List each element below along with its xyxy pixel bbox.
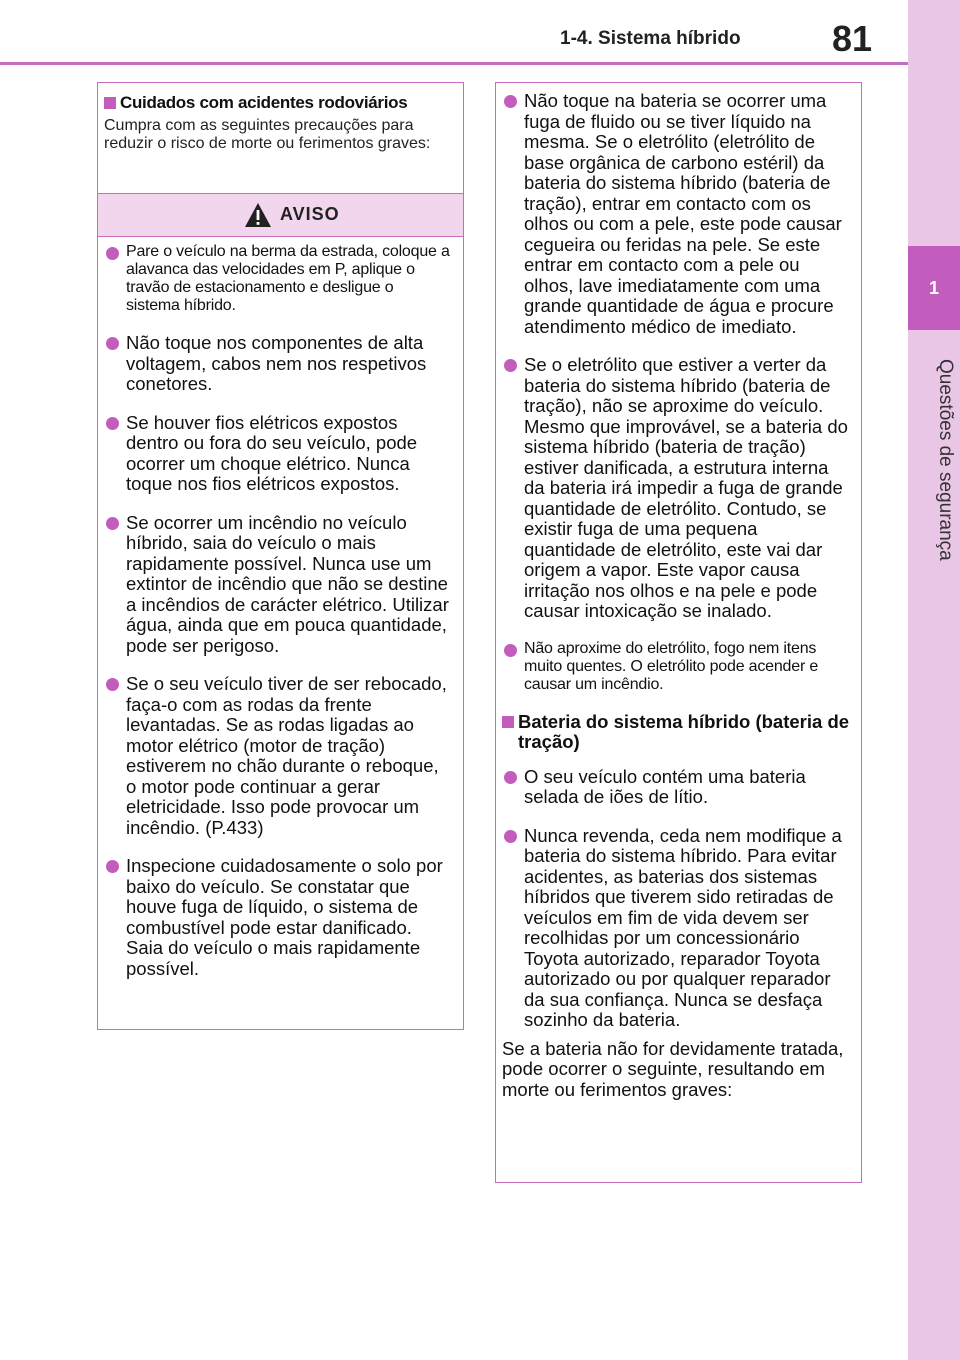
battery-subsection-title: Bateria do sistema híbrido (bateria de tração): [502, 712, 850, 753]
list-item: Inspecione cuidadosamente o solo por baixo do veículo. Se constatar que houve fuga de líquido, o sistema de combustível pode estar danificado. Saia do veículo o mais rapidamente possível.: [104, 856, 450, 979]
list-item: Pare o veículo na berma da estrada, coloque a alavanca das velocidades em P, aplique o travão de estacionamento e desligue o sistema híbrido.: [104, 243, 450, 315]
section-heading: 1-4. Sistema híbrido: [560, 28, 741, 49]
chapter-title: Questões de segurança: [935, 359, 956, 561]
page-number: 81: [832, 18, 873, 59]
warning-triangle-icon: [244, 202, 272, 228]
list-item: Não toque nos componentes de alta voltagem, cabos nem nos respetivos conetores.: [104, 333, 450, 395]
list-item: O seu veículo contém uma bateria selada de iões de lítio.: [502, 767, 850, 808]
battery-list: [502, 767, 850, 1031]
electrolyte-list: [502, 91, 850, 694]
chapter-number-tab[interactable]: 1: [908, 246, 960, 330]
warning-banner: [98, 193, 463, 237]
accident-precautions-box: [97, 82, 464, 1030]
list-item: Nunca revenda, ceda nem modifique a bateria do sistema híbrido. Para evitar acidentes, as baterias dos sistemas híbridos que tiverem sido retiradas de veículos em fim de vida devem ser recolhidas por um concessionário Toyota autorizado, reparador Toyota autorizado ou por qualquer reparador da sua confiança. Nunca se desfaça sozinho da bateria.: [502, 826, 850, 1031]
list-item: Se houver fios elétricos expostos dentro ou fora do seu veículo, pode ocorrer um choque elétrico. Nunca toque nos fios elétricos expostos.: [104, 413, 450, 495]
closing-paragraph: Se a bateria não for devidamente tratada, pode ocorrer o seguinte, resultando em morte ou ferimentos graves:: [502, 1037, 844, 1100]
header-divider: [0, 62, 908, 65]
chapter-side-strip: [908, 0, 960, 1360]
list-item: Se o eletrólito que estiver a verter da bateria do sistema híbrido (bateria de tração), não se aproxime do veículo. Mesmo que improvável, se a bateria do sistema híbrido (bateria de tração) estiver danificada, a estrutura interna da bateria irá impedir a fuga de grande quantidade de eletrólito. Contudo, se existir fuga de uma pequena quantidade de eletrólito, este vai dar origem a vapor. Este vapor causa irritação nos olhos e na pele e pode causar intoxicação se inalado.: [502, 355, 850, 622]
warning-list: [104, 243, 450, 997]
list-item: Se o seu veículo tiver de ser rebocado, faça-o com as rodas da frente levantadas. Se as rodas ligadas ao motor elétrico (motor de tração) estiverem no chão durante o reboque, o motor pode continuar a gerar eletricidade. Isso pode provocar um incêndio. (P.433): [104, 674, 450, 838]
precautions-title: Cuidados com acidentes rodoviários: [104, 93, 453, 113]
warning-label: AVISO: [280, 204, 340, 224]
battery-warning-box: [495, 82, 862, 1183]
precautions-intro: Cumpra com as seguintes precauções para reduzir o risco de morte ou ferimentos graves:: [104, 117, 431, 152]
list-item: Não aproxime do eletrólito, fogo nem itens muito quentes. O eletrólito pode acender e causar um incêndio.: [502, 640, 850, 694]
list-item: Não toque na bateria se ocorrer uma fuga de fluido ou se tiver líquido na mesma. Se o eletrólito (eletrólito de base orgânica de carbono estéril) da bateria do sistema híbrido (bateria de tração), entrar em contacto com os olhos ou com a pele, este pode causar cegueira ou feridas na pele. Se este entrar em contacto com a pele ou olhos, lave imediatamente com uma grande quantidade de água e procure atendimento médico de imediato.: [502, 91, 850, 337]
battery-content: [502, 91, 850, 1100]
list-item: Se ocorrer um incêndio no veículo híbrido, saia do veículo o mais rapidamente possível. Nunca use um extintor de incêndio que não se destine a incêndios de carácter elétrico. Utilizar água, ainda que em pouca quantidade, pode ser perigoso.: [104, 513, 450, 657]
